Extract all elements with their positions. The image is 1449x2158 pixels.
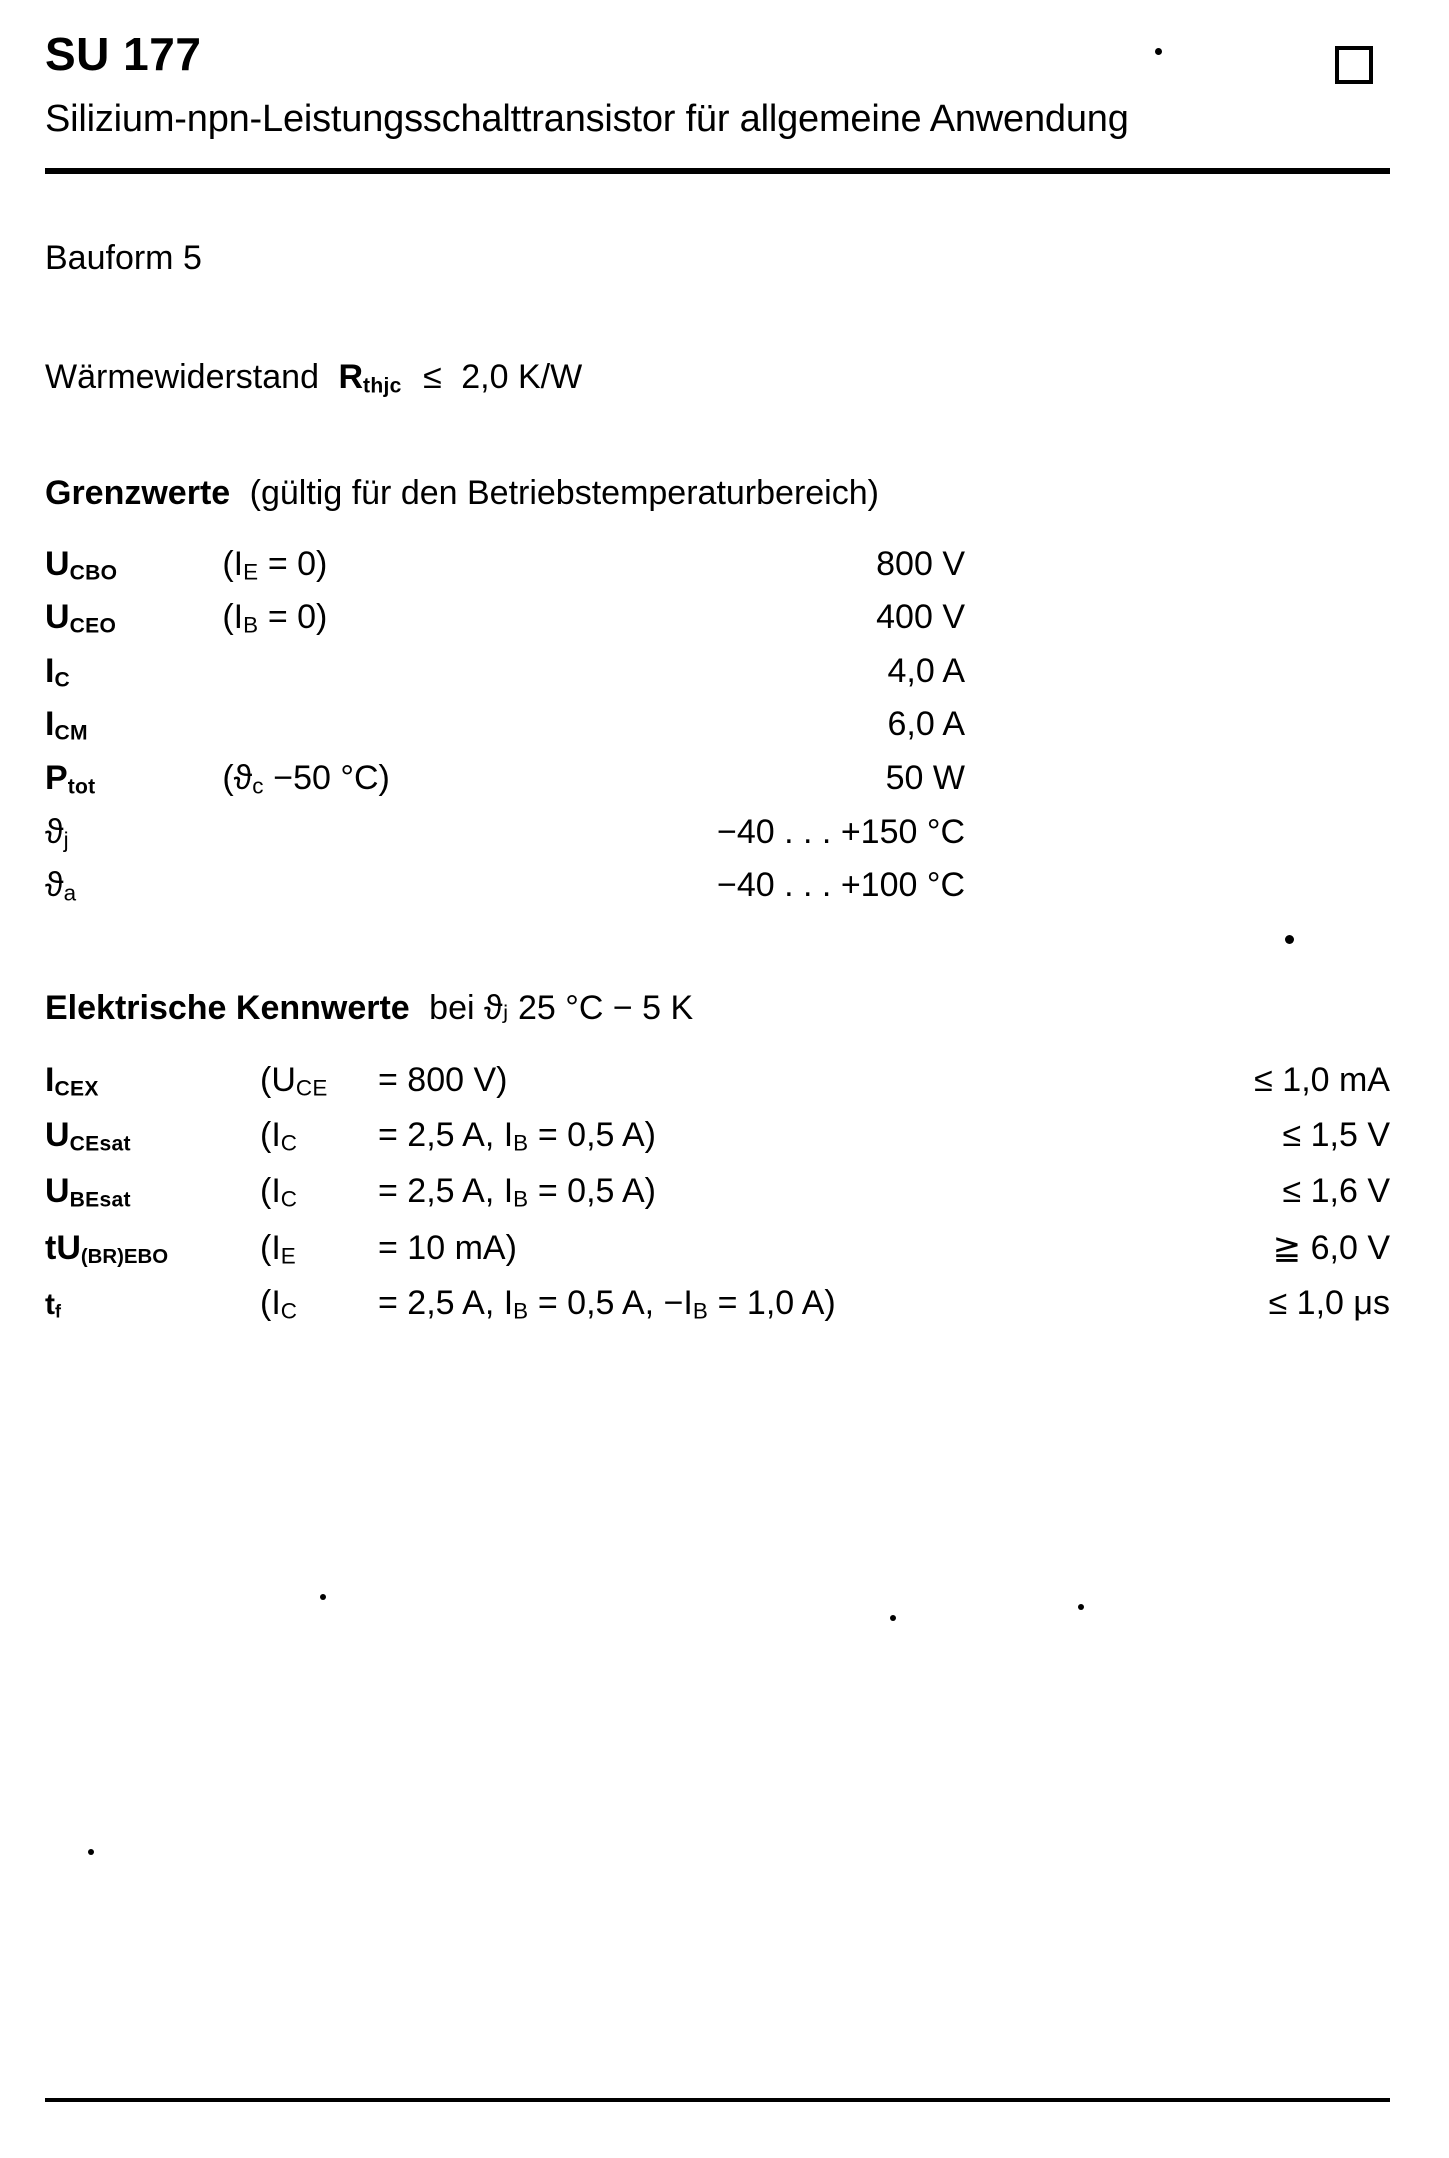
table-row [45,1221,1390,1277]
char-parameter: (IE [260,1228,297,1269]
limit-value: 6,0 A [887,705,965,744]
footer-divider [45,2098,1390,2102]
table-row [45,646,965,700]
thermal-symbol: R [338,357,363,396]
table-row [45,807,965,860]
square-marker-icon [1335,46,1373,84]
limit-value: 800 V [876,544,965,583]
char-value: ≤ 1,5 V [1282,1116,1390,1155]
header-row [45,30,1405,84]
thermal-label: Wärmewiderstand [45,357,319,396]
characteristics-heading-text: Elektrische Kennwerte [45,988,410,1027]
header-divider [45,168,1390,174]
char-symbol: tf [45,1288,61,1322]
char-value: ≧ 6,0 V [1272,1228,1390,1267]
limit-symbol: $U_{CBO}$ [45,544,118,585]
char-parameter: (IC [260,1284,298,1324]
thermal-relation: ≤ [423,357,442,396]
char-condition: = 10 mA) [378,1228,517,1267]
limit-symbol: $I_C$ [45,651,70,692]
char-condition: = 2,5 A, IB = 0,5 A, −IB = 1,0 A) [378,1284,836,1324]
char-condition: = 800 V) [378,1060,508,1099]
limit-value: 400 V [876,598,965,637]
limit-symbol: ϑa [45,866,77,906]
char-symbol: tU(BR)EBO [45,1228,169,1268]
limits-heading-note: (gültig für den Betriebstemperaturbereich) [249,473,879,512]
table-row [45,699,965,753]
limit-symbol: ϑj [45,812,69,853]
limit-condition: (IB = 0) [222,598,328,638]
scan-speck [320,1594,326,1600]
limit-value: 50 W [885,759,965,798]
limit-condition [222,860,588,913]
char-parameter: (UCE [260,1060,328,1101]
scan-speck [1155,48,1162,55]
scan-speck [890,1615,896,1621]
page-title: SU 177 [45,28,202,80]
limit-value: −40 . . . +150 °C [717,812,965,851]
package-line: Bauform 5 [45,239,202,278]
char-parameter: (IC [260,1171,298,1212]
char-symbol: $I_{CEX}$ [45,1060,99,1101]
scan-speck [1078,1604,1084,1610]
limit-value: −40 . . . +100 °C [717,866,965,905]
char-symbol: $U_{BEsat}$ [45,1171,131,1212]
char-value: ≤ 1,6 V [1282,1171,1390,1210]
table-row [45,592,965,646]
limit-condition: (ϑc −50 °C) [222,759,390,799]
limit-condition [222,807,588,860]
table-row [45,1109,1390,1165]
limits-table [45,539,965,914]
limit-value: 4,0 A [887,651,965,690]
char-value: ≤ 1,0 μs [1268,1284,1390,1323]
limit-symbol: $P_{tot}$ [45,759,96,799]
scan-speck [88,1849,94,1855]
thermal-value: 2,0 K/W [461,357,583,396]
table-row [45,1054,1390,1110]
char-value: ≤ 1,0 mA [1254,1060,1390,1099]
limit-symbol: $I_{CM}$ [45,705,88,746]
page-content [45,30,1405,1333]
table-row [45,1165,1390,1221]
limits-heading [45,474,1405,513]
limit-condition: (IE = 0) [222,544,328,585]
limit-condition [222,699,588,753]
characteristics-heading-note: bei ϑⱼ 25 °C − 5 K [429,988,694,1027]
char-condition: = 2,5 A, IB = 0,5 A) [378,1116,657,1156]
table-row [45,1277,1390,1332]
limit-symbol: $U_{CEO}$ [45,598,117,638]
char-condition: = 2,5 A, IB = 0,5 A) [378,1171,657,1212]
characteristics-table [45,1054,1390,1333]
limit-condition [222,646,588,700]
limits-heading-text: Grenzwerte [45,473,231,512]
characteristics-heading [45,988,1405,1028]
char-parameter: (IC [260,1116,298,1156]
table-row [45,753,965,807]
document-subtitle: Silizium-npn-Leistungsschalttransistor für allgemeine Anwendung [45,98,1129,140]
table-row [45,860,965,913]
table-row [45,539,965,593]
scan-speck [1285,935,1294,944]
char-symbol: $U_{CEsat}$ [45,1116,131,1156]
thermal-resistance-line [45,355,1405,400]
thermal-symbol-sub: thjc [363,374,402,398]
